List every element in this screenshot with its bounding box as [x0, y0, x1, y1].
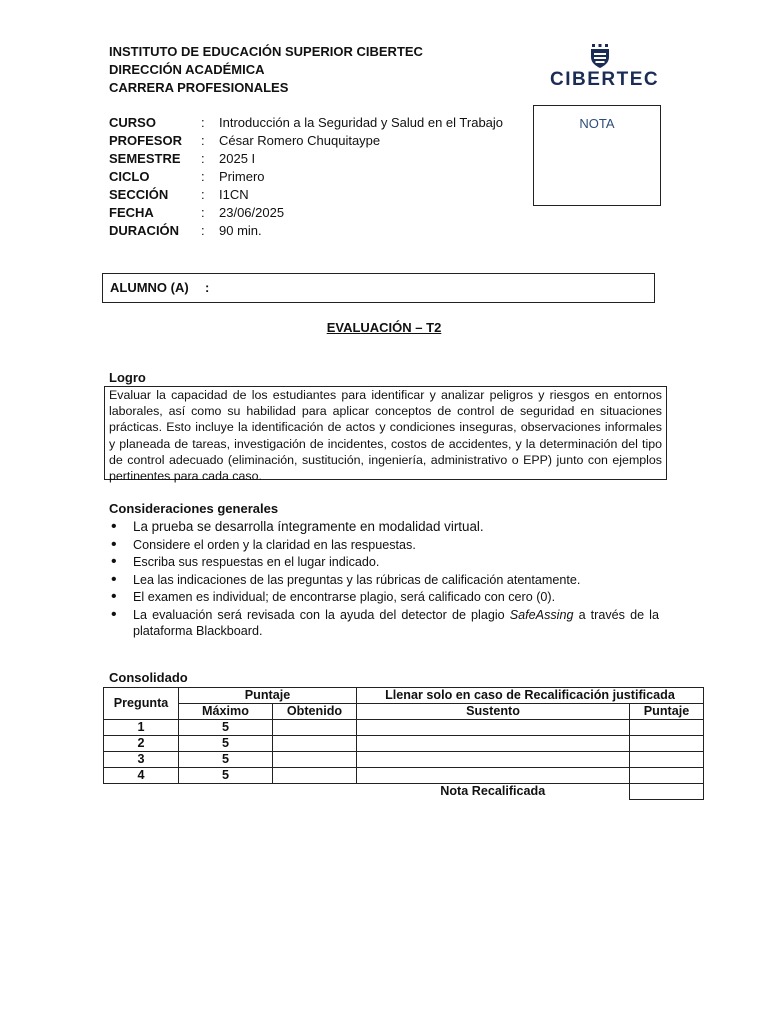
info-value: Introducción a la Seguridad y Salud en el Trabajo	[219, 115, 504, 130]
evaluation-title: EVALUACIÓN – T2	[326, 320, 442, 335]
list-item: • Lea las indicaciones de las preguntas y las rúbricas de calificación atentamente.	[109, 572, 659, 589]
info-separator: :	[201, 205, 205, 220]
institution-header	[109, 43, 423, 97]
info-separator: :	[201, 151, 205, 166]
table-row	[104, 752, 704, 768]
logro-heading: Logro	[109, 370, 146, 385]
list-item-text: La evaluación será revisada con la ayuda del detector de plagio	[133, 607, 510, 622]
student-label: ALUMNO (A)	[110, 280, 189, 295]
info-label: DURACIÓN	[109, 223, 180, 238]
cell-sustento[interactable]	[357, 720, 630, 736]
header-sustento: Sustento	[357, 704, 630, 720]
nota-recalificada-cell[interactable]	[630, 784, 704, 800]
cell-puntaje[interactable]	[630, 736, 704, 752]
header-recalificacion: Llenar solo en caso de Recalificación justificada	[357, 688, 704, 704]
list-item-text: a través de la plataforma Blackboard.	[133, 607, 659, 638]
info-value: 23/06/2025	[219, 205, 285, 220]
header-pregunta: Pregunta	[104, 688, 179, 720]
logro-text: Evaluar la capacidad de los estudiantes para identificar y analizar peligros y riesgos en entornos laborales, así como su habilidad para aplicar conceptos de control de seguridad en situaciones prácticas. Esto incluye la identificación de actos y condiciones inseguras, observaciones informales y planeada de tareas, investigación de incidentes, costos de accidentes, y la determinación del tipo de control adecuado (eliminación, sustitución, ingeniería, administrativo o EPP) junto con ejemplos pertinentes para cada caso.	[104, 386, 667, 480]
info-separator: :	[201, 169, 205, 184]
info-label: CURSO	[109, 115, 156, 130]
spacer-cell	[179, 784, 273, 800]
table-row	[104, 720, 704, 736]
header-puntaje: Puntaje	[179, 688, 357, 704]
list-item: • Escriba sus respuestas en el lugar indicado.	[109, 554, 659, 571]
info-value: I1CN	[219, 187, 249, 202]
cell-maximo: 5	[179, 720, 273, 736]
header-puntaje-recal: Puntaje	[630, 704, 704, 720]
cell-obtenido[interactable]	[273, 736, 357, 752]
table-row	[104, 736, 704, 752]
student-separator: :	[205, 280, 210, 295]
cell-sustento[interactable]	[357, 768, 630, 784]
table-row	[104, 768, 704, 784]
table-subheader-row	[104, 704, 704, 720]
student-name-field[interactable]	[102, 273, 655, 303]
cell-puntaje[interactable]	[630, 720, 704, 736]
considerations-heading: Consideraciones generales	[109, 501, 279, 516]
info-separator: :	[201, 223, 205, 238]
info-label: CICLO	[109, 169, 150, 184]
cell-puntaje[interactable]	[630, 768, 704, 784]
list-item: • Considere el orden y la claridad en las respuestas.	[109, 537, 659, 554]
cell-sustento[interactable]	[357, 736, 630, 752]
cell-puntaje[interactable]	[630, 752, 704, 768]
info-label: SEMESTRE	[109, 151, 181, 166]
considerations-list	[109, 519, 659, 641]
cell-pregunta: 3	[104, 752, 179, 768]
score-table	[103, 687, 704, 800]
cibertec-logo	[550, 44, 660, 92]
shield-crest-icon	[589, 44, 611, 68]
cell-maximo: 5	[179, 752, 273, 768]
cell-obtenido[interactable]	[273, 720, 357, 736]
header-maximo: Máximo	[179, 704, 273, 720]
cell-obtenido[interactable]	[273, 768, 357, 784]
grade-box[interactable]	[533, 105, 661, 206]
info-separator: :	[201, 187, 205, 202]
header-line-institute: INSTITUTO DE EDUCACIÓN SUPERIOR CIBERTEC	[109, 44, 423, 59]
logo-wordmark: CIBERTEC	[550, 69, 660, 90]
cell-sustento[interactable]	[357, 752, 630, 768]
info-separator: :	[201, 133, 205, 148]
cell-pregunta: 1	[104, 720, 179, 736]
list-item-italic: SafeAssing	[509, 607, 574, 622]
grade-box-label: NOTA	[579, 116, 615, 131]
cell-pregunta: 2	[104, 736, 179, 752]
info-value: César Romero Chuquitaype	[219, 133, 381, 148]
header-line-direction: DIRECCIÓN ACADÉMICA	[109, 62, 265, 77]
cell-maximo: 5	[179, 768, 273, 784]
info-separator: :	[201, 115, 205, 130]
list-item: • La prueba se desarrolla íntegramente en modalidad virtual.	[109, 519, 659, 536]
table-footer-row	[104, 784, 704, 800]
info-label: PROFESOR	[109, 133, 182, 148]
header-line-career: CARRERA PROFESIONALES	[109, 80, 289, 95]
consolidated-heading: Consolidado	[109, 670, 188, 685]
table-header-row	[104, 688, 704, 704]
header-obtenido: Obtenido	[273, 704, 357, 720]
list-item-plagiarism	[109, 607, 659, 640]
info-label: FECHA	[109, 205, 154, 220]
list-item: • El examen es individual; de encontrarse plagio, será calificado con cero (0).	[109, 589, 659, 606]
info-value: Primero	[219, 169, 265, 184]
cell-obtenido[interactable]	[273, 752, 357, 768]
info-value: 2025 I	[219, 151, 256, 166]
cell-maximo: 5	[179, 736, 273, 752]
info-value: 90 min.	[219, 223, 262, 238]
spacer-cell	[273, 784, 357, 800]
spacer-cell	[104, 784, 179, 800]
cell-pregunta: 4	[104, 768, 179, 784]
info-label: SECCIÓN	[109, 187, 169, 202]
nota-recalificada-label: Nota Recalificada	[440, 784, 546, 799]
